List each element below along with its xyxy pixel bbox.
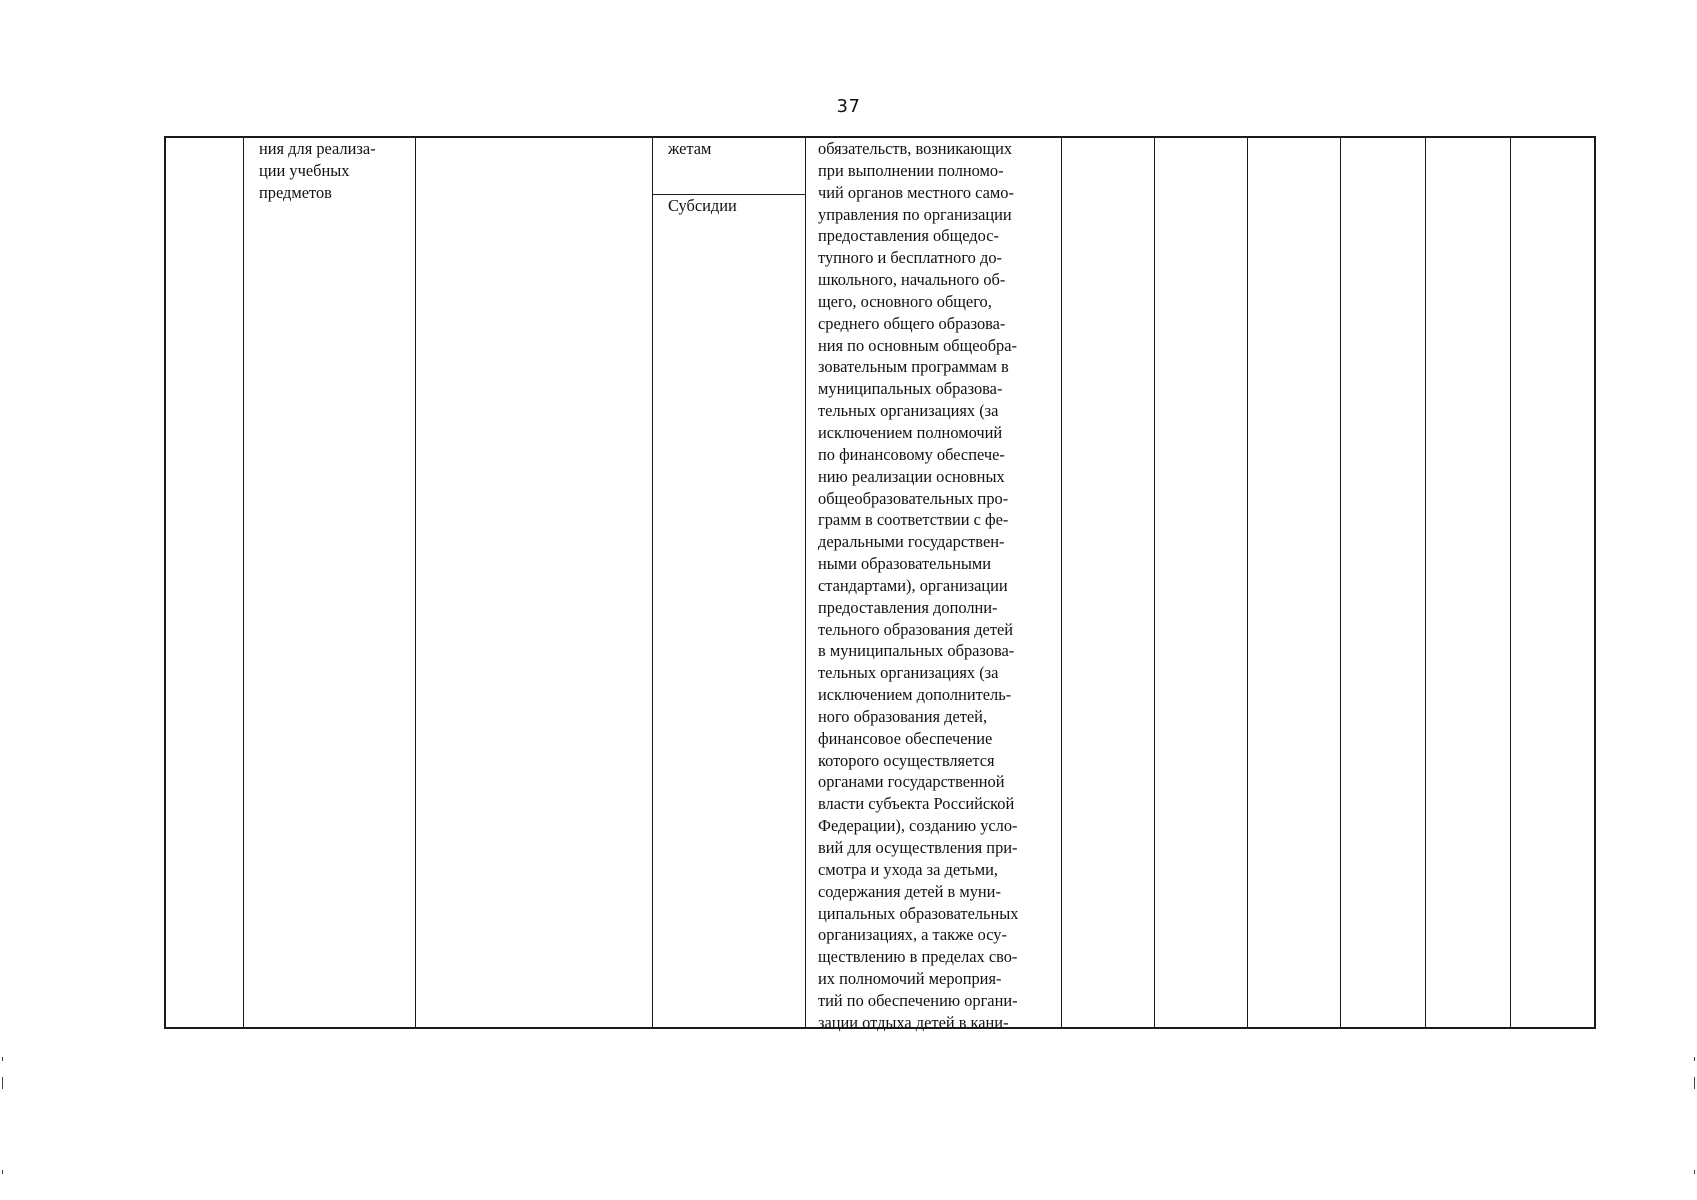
cell-col5-line: ными образовательными: [818, 554, 991, 574]
cell-col5-line: ществлению в пределах сво-: [818, 947, 1018, 967]
column-divider-1: [243, 138, 244, 1027]
cell-col5-line: тий по обеспечению органи-: [818, 990, 1018, 1010]
cell-col5-line: исключением дополнитель-: [818, 685, 1012, 705]
cell-col5-line: финансовое обеспечение: [818, 728, 993, 748]
scan-mark: [2, 1077, 3, 1089]
cell-col5-line: по финансовому обеспече-: [818, 444, 1005, 464]
cell-col5-line: тельного образования детей: [818, 619, 1014, 639]
cell-col5-line: деральными государствен-: [818, 532, 1005, 552]
cell-col5-line: муниципальных образова-: [818, 379, 1003, 399]
cell-col4-bottom: Субсидии: [668, 196, 737, 215]
cell-col5-line: ципальных образовательных: [818, 903, 1019, 923]
cell-col5-line: в муниципальных образова-: [818, 641, 1015, 661]
cell-col5-line: стандартами), организации: [818, 575, 1008, 595]
cell-col5-line: содержания детей в муни-: [818, 881, 1001, 901]
cell-col5-line: которого осуществляется: [818, 750, 995, 770]
cell-col5-line: власти субъекта Российской: [818, 794, 1015, 814]
cell-col5-line: зовательным программам в: [818, 357, 1009, 377]
cell-col5-line: обязательств, возникающих: [818, 139, 1013, 158]
cell-col4-top: жетам: [668, 139, 712, 158]
cell-col5-line: организациях, а также осу-: [818, 925, 1007, 945]
scan-mark: [1694, 1170, 1695, 1174]
scan-mark: [2, 1057, 3, 1061]
column-divider-8: [1340, 138, 1341, 1027]
data-table: [164, 136, 1596, 1032]
cell-col5-line: школьного, начального об-: [818, 270, 1006, 290]
column-divider-3: [652, 138, 653, 1027]
cell-col5-line: предоставления дополни-: [818, 597, 998, 617]
column-divider-6: [1154, 138, 1155, 1027]
cell-col5-line: ния по основным общеобра-: [818, 335, 1017, 355]
page-number: 37: [836, 96, 861, 117]
cell-col5-line: нию реализации основных: [818, 466, 1005, 486]
cell-col5-line: зации отдыха детей в кани-: [818, 1012, 1009, 1032]
scan-mark: [1694, 1057, 1695, 1061]
cell-col2: [259, 138, 376, 204]
cell-col5-line: управления по организации: [818, 204, 1012, 224]
cell-col5-line: щего, основного общего,: [818, 291, 992, 311]
cell-col2-line: предметов: [259, 182, 332, 202]
cell-col5-line: тельных организациях (за: [818, 401, 999, 421]
cell-col5-line: смотра и ухода за детьми,: [818, 859, 998, 879]
column-divider-9: [1425, 138, 1426, 1027]
column-divider-4: [805, 138, 806, 1027]
cell-col5-line: тельных организациях (за: [818, 663, 999, 683]
cell-col5-line: их полномочий мероприя-: [818, 969, 1002, 989]
column-divider-7: [1247, 138, 1248, 1027]
cell-col5-line: грамм в соответствии с фе-: [818, 510, 1009, 530]
scan-mark: [1694, 1077, 1695, 1089]
cell-col2-line: ния для реализа-: [259, 139, 376, 158]
cell-col5-line: среднего общего образова-: [818, 313, 1006, 333]
cell-col5-line: общеобразовательных про-: [818, 488, 1009, 508]
cell-col5-line: органами государственной: [818, 772, 1005, 792]
cell-col2-line: ции учебных: [259, 160, 350, 180]
cell-col5-line: чий органов местного само-: [818, 182, 1014, 202]
scan-mark: [2, 1170, 3, 1174]
column-divider-10: [1510, 138, 1511, 1027]
cell-col5-line: Федерации), созданию усло-: [818, 816, 1018, 836]
cell-col5-line: ного образования детей,: [818, 706, 988, 726]
cell-col5-line: вий для осуществления при-: [818, 838, 1018, 857]
cell-col5-line: исключением полномочий: [818, 422, 1003, 442]
cell-col5-line: при выполнении полномо-: [818, 160, 1004, 180]
cell-col5-line: предоставления общедос-: [818, 226, 999, 246]
column-divider-5: [1061, 138, 1062, 1027]
column-divider-2: [415, 138, 416, 1027]
cell-col5-line: тупного и бесплатного до-: [818, 248, 1002, 268]
cell-col5: [818, 138, 1019, 1034]
